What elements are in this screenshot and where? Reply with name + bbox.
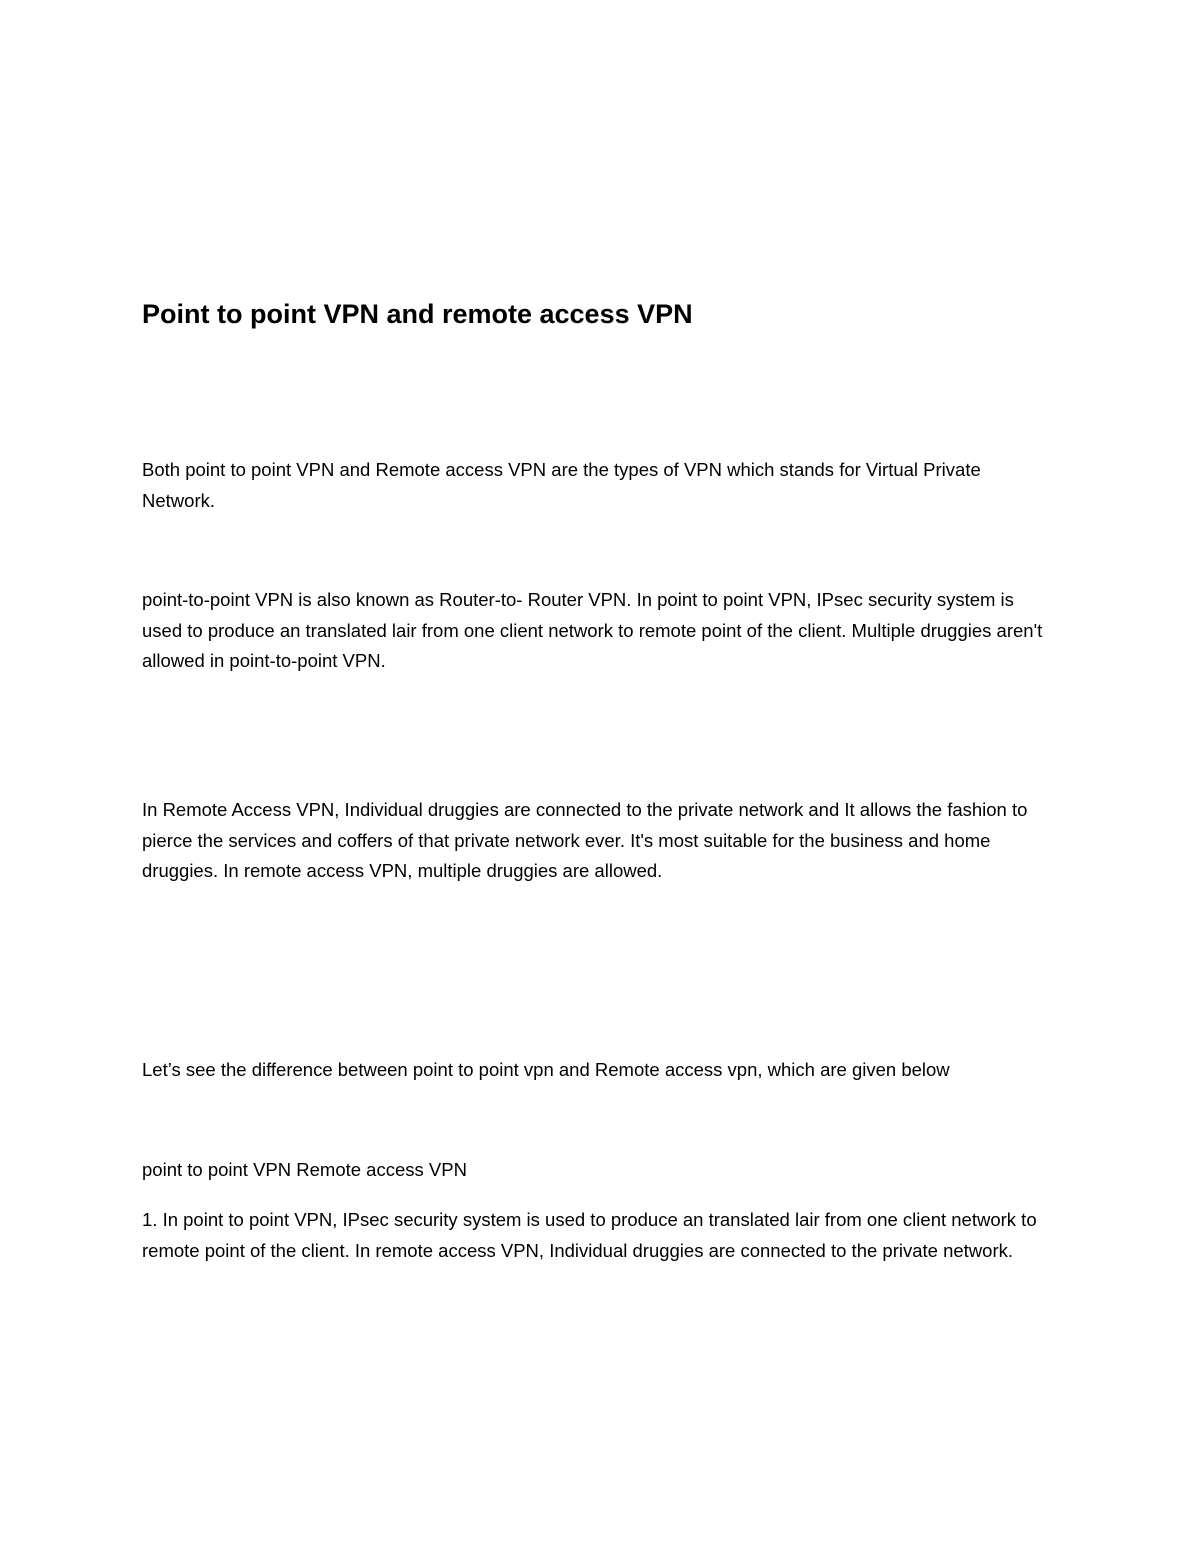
paragraph-remote-access: In Remote Access VPN, Individual druggies are connected to the private network and It allows the fashion to pierce the services and coffers of that private network ever. It's most suitable for the business and home druggies. In remote access VPN, multiple druggies are allowed. <box>142 799 1028 881</box>
paragraph-difference-intro: Let’s see the difference between point to point vpn and Remote access vpn, which are given below <box>142 1059 950 1080</box>
paragraph-comparison-item-1: 1. In point to point VPN, IPsec security system is used to produce an translated lair from one client network to remote point of the client. In remote access VPN, Individual druggies are connected to the private network. <box>142 1209 1037 1261</box>
paragraph-intro: Both point to point VPN and Remote access VPN are the types of VPN which stands for Virtual Private Network. <box>142 459 981 511</box>
paragraph-point-to-point: point-to-point VPN is also known as Router-to- Router VPN. In point to point VPN, IPsec security system is used to produce an translated lair from one client network to remote point of the client. Multiple druggies aren't allowed in point-to-point VPN. <box>142 589 1043 671</box>
document-title: Point to point VPN and remote access VPN <box>142 299 693 329</box>
paragraph-comparison-header: point to point VPN Remote access VPN <box>142 1159 467 1180</box>
